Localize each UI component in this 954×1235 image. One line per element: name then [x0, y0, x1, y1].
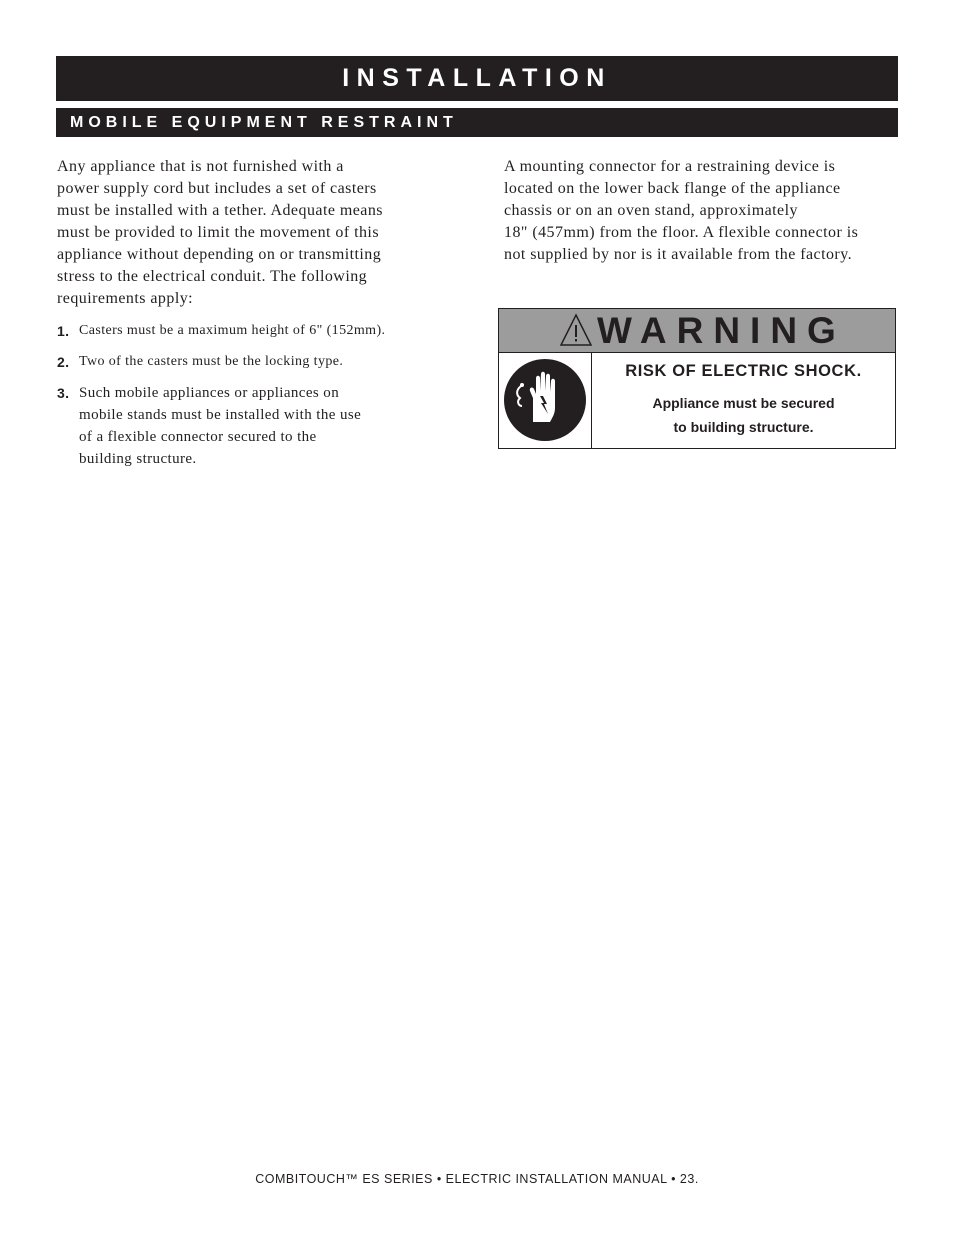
warning-message: [592, 391, 895, 439]
intro-line: must be provided to limit the movement of this: [57, 224, 379, 241]
requirement-number: 2.: [57, 354, 70, 370]
warning-icon-cell: [499, 353, 592, 448]
requirement-item: [57, 351, 452, 373]
intro-line: appliance without depending on or transmitting: [57, 246, 382, 263]
requirement-number: 3.: [57, 385, 70, 401]
requirement-item: [57, 382, 452, 470]
electric-shock-hand-icon: [503, 358, 587, 442]
intro-line: must be installed with a tether. Adequate means: [57, 202, 383, 219]
warning-message-line: Appliance must be secured: [652, 395, 835, 411]
warning-heading: WARNING: [597, 310, 846, 351]
warning-message-line: to building structure.: [673, 419, 814, 435]
left-column: [57, 156, 452, 470]
warning-box: [498, 308, 896, 449]
requirements-list: [57, 320, 452, 470]
requirement-number: 1.: [57, 323, 70, 339]
intro-line: requirements apply:: [57, 290, 194, 307]
mounting-line: not supplied by nor is it available from the factory.: [504, 246, 853, 263]
intro-paragraph: [57, 156, 452, 310]
requirement-text: Two of the casters must be the locking type.: [79, 354, 344, 369]
requirement-text: Such mobile appliances or appliances on: [79, 385, 340, 401]
warning-triangle-icon: [559, 313, 593, 347]
risk-label: RISK OF ELECTRIC SHOCK.: [625, 362, 862, 380]
mounting-line: A mounting connector for a restraining device is: [504, 158, 836, 175]
right-column: [504, 156, 896, 266]
mounting-line: 18" (457mm) from the floor. A flexible connector is: [504, 224, 859, 241]
warning-text-cell: [592, 353, 895, 448]
warning-header: [499, 309, 895, 353]
requirement-text: building structure.: [79, 451, 197, 467]
mounting-paragraph: [504, 156, 896, 266]
requirement-text: Casters must be a maximum height of 6" (152mm).: [79, 323, 386, 338]
page-footer: COMBITOUCH™ ES SERIES • ELECTRIC INSTALLATION MANUAL • 23.: [255, 1172, 699, 1186]
page-title: INSTALLATION: [56, 56, 898, 101]
requirement-text: mobile stands must be installed with the use: [79, 407, 362, 423]
requirement-item: [57, 320, 452, 342]
section-title: MOBILE EQUIPMENT RESTRAINT: [56, 108, 898, 137]
requirement-text: of a flexible connector secured to the: [79, 429, 317, 445]
mounting-line: located on the lower back flange of the appliance: [504, 180, 841, 197]
mounting-line: chassis or on an oven stand, approximately: [504, 202, 798, 219]
intro-line: stress to the electrical conduit. The following: [57, 268, 368, 285]
intro-line: power supply cord but includes a set of casters: [57, 180, 377, 197]
intro-line: Any appliance that is not furnished with a: [57, 158, 344, 175]
